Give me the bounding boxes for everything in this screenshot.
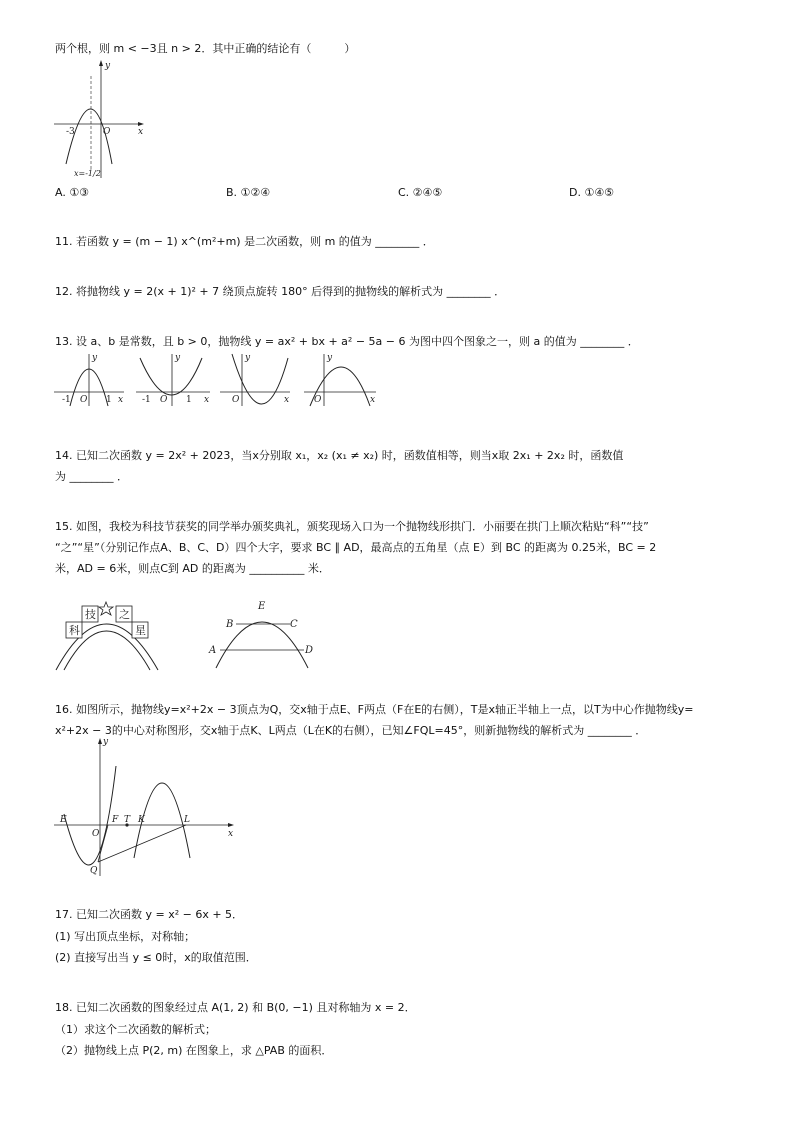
- q13-g1-o: O: [80, 395, 88, 405]
- q13-graph-4: [304, 353, 376, 406]
- q16-o-label: O: [92, 829, 100, 839]
- q13-g4-o: O: [314, 395, 322, 405]
- q17-title: 17. 已知二次函数 y = x² − 6x + 5．: [55, 908, 244, 921]
- q17-part1: (1) 写出顶点坐标，对称轴；: [55, 930, 196, 943]
- q13-g1-one: 1: [106, 395, 112, 405]
- q15-point-e: E: [258, 601, 266, 612]
- q13-graph-3: [220, 353, 290, 406]
- q17-part2: (2) 直接写出当 y ≤ 0时，x的取值范围．: [55, 951, 257, 964]
- q15-char-4: 星: [135, 624, 146, 637]
- q10-y-label: y: [105, 61, 111, 71]
- star-icon: [99, 602, 113, 615]
- q10-axis-label: x=-1/2: [74, 169, 101, 178]
- q16-t-label: T: [124, 815, 131, 825]
- q13-g2-x: x: [204, 395, 210, 405]
- q15-line3: 米，AD = 6米，则点C到 AD 的距离为 __________ 米．: [55, 562, 330, 575]
- q13-graphs: [52, 352, 382, 408]
- q16-q-label: Q: [90, 866, 98, 876]
- q15-line1: 15. 如图，我校为科技节获奖的同学举办颁奖典礼，颁奖现场入口为一个抛物线形拱门．小丽要在拱门上顺次粘贴“科”“技”: [55, 520, 649, 533]
- q16-x-label: x: [228, 829, 234, 839]
- q13-g2-o: O: [160, 395, 168, 405]
- q10-neg3-label: -3: [66, 127, 75, 137]
- q15-char-2: 技: [85, 608, 96, 621]
- q10-option-d[interactable]: D. ①④⑤: [569, 186, 615, 199]
- q13-g1-neg1: -1: [62, 395, 71, 405]
- q15-point-b: B: [226, 619, 234, 630]
- q16-k-label: K: [138, 815, 145, 825]
- q13-g3-y: y: [245, 353, 251, 363]
- q10-origin-label: O: [103, 127, 111, 137]
- q13-text: 13. 设 a、b 是常数，且 b > 0，抛物线 y = ax² + bx + a² − 5a − 6 为图中四个图象之一，则 a 的值为 ________ ．: [55, 335, 639, 348]
- q13-g2-y: y: [175, 353, 181, 363]
- q16-y-label: y: [103, 737, 109, 747]
- q10-x-label: x: [138, 127, 144, 137]
- q18-title: 18. 已知二次函数的图象经过点 A(1, 2) 和 B(0, −1) 且对称轴为 x = 2．: [55, 1001, 416, 1014]
- q15-point-a: A: [209, 645, 217, 656]
- q16-line1: 16. 如图所示，抛物线y=x²+2x − 3顶点为Q，交x轴于点E、F两点（F在E的右侧），T是x轴正半轴上一点，以T为中心作抛物线y=: [55, 703, 694, 716]
- q15-arch-illustration: [56, 602, 158, 670]
- q13-graph-2: [136, 353, 210, 406]
- q15-line2: “之”“星”（分别记作点A、B、C、D）四个大字，要求 BC ∥ AD，最高点的五角星（点 E）到 BC 的距离为 0.25米，BC = 2: [55, 541, 657, 554]
- q12-text: 12. 将抛物线 y = 2(x + 1)² + 7 绕顶点旋转 180° 后得到的抛物线的解析式为 ________ ．: [55, 285, 506, 298]
- q10-graph: [52, 58, 152, 182]
- q10-option-c[interactable]: C. ②④⑤: [398, 186, 443, 199]
- q10-option-b[interactable]: B. ①②④: [226, 186, 271, 199]
- q18-part2: （2）抛物线上点 P(2, m) 在图象上，求 △PAB 的面积．: [55, 1044, 333, 1057]
- q11-text: 11. 若函数 y = (m − 1) x^(m²+m) 是二次函数，则 m 的值为 ________ ．: [55, 235, 434, 248]
- q13-g2-neg1: -1: [142, 395, 151, 405]
- q13-graph-1: [54, 353, 124, 406]
- q16-graph: [52, 736, 238, 880]
- q13-g1-x: x: [118, 395, 124, 405]
- q14-line1: 14. 已知二次函数 y = 2x² + 2023，当x分别取 x₁，x₂ (x₁ ≠ x₂) 时，函数值相等，则当x取 2x₁ + 2x₂ 时，函数值: [55, 449, 624, 462]
- q13-g4-y: y: [327, 353, 333, 363]
- q13-g4-x: x: [370, 395, 376, 405]
- q14-line2: 为 ________ ．: [55, 470, 128, 483]
- q13-g1-y: y: [92, 353, 98, 363]
- q16-l-label: L: [184, 815, 190, 825]
- q10-text: 两个根，则 m < −3且 n > 2．其中正确的结论有（ ）: [55, 42, 356, 55]
- q15-point-c: C: [290, 619, 298, 630]
- q13-g3-o: O: [232, 395, 240, 405]
- q15-figures: [50, 598, 320, 672]
- q15-arch-diagram: [208, 601, 313, 668]
- q15-point-d: D: [305, 645, 314, 656]
- q16-e-label: E: [60, 815, 67, 825]
- q13-g2-one: 1: [186, 395, 192, 405]
- q15-char-3: 之: [119, 608, 130, 621]
- q18-part1: （1）求这个二次函数的解析式；: [55, 1023, 216, 1036]
- q10-option-a[interactable]: A. ①③: [55, 186, 90, 199]
- q16-line2: x²+2x − 3的中心对称图形，交x轴于点K、L两点（L在K的右侧），已知∠FQL=45°，则新抛物线的解析式为 ________ ．: [55, 724, 647, 737]
- q13-g3-x: x: [284, 395, 290, 405]
- q16-f-label: F: [112, 815, 119, 825]
- q15-char-1: 科: [69, 624, 80, 637]
